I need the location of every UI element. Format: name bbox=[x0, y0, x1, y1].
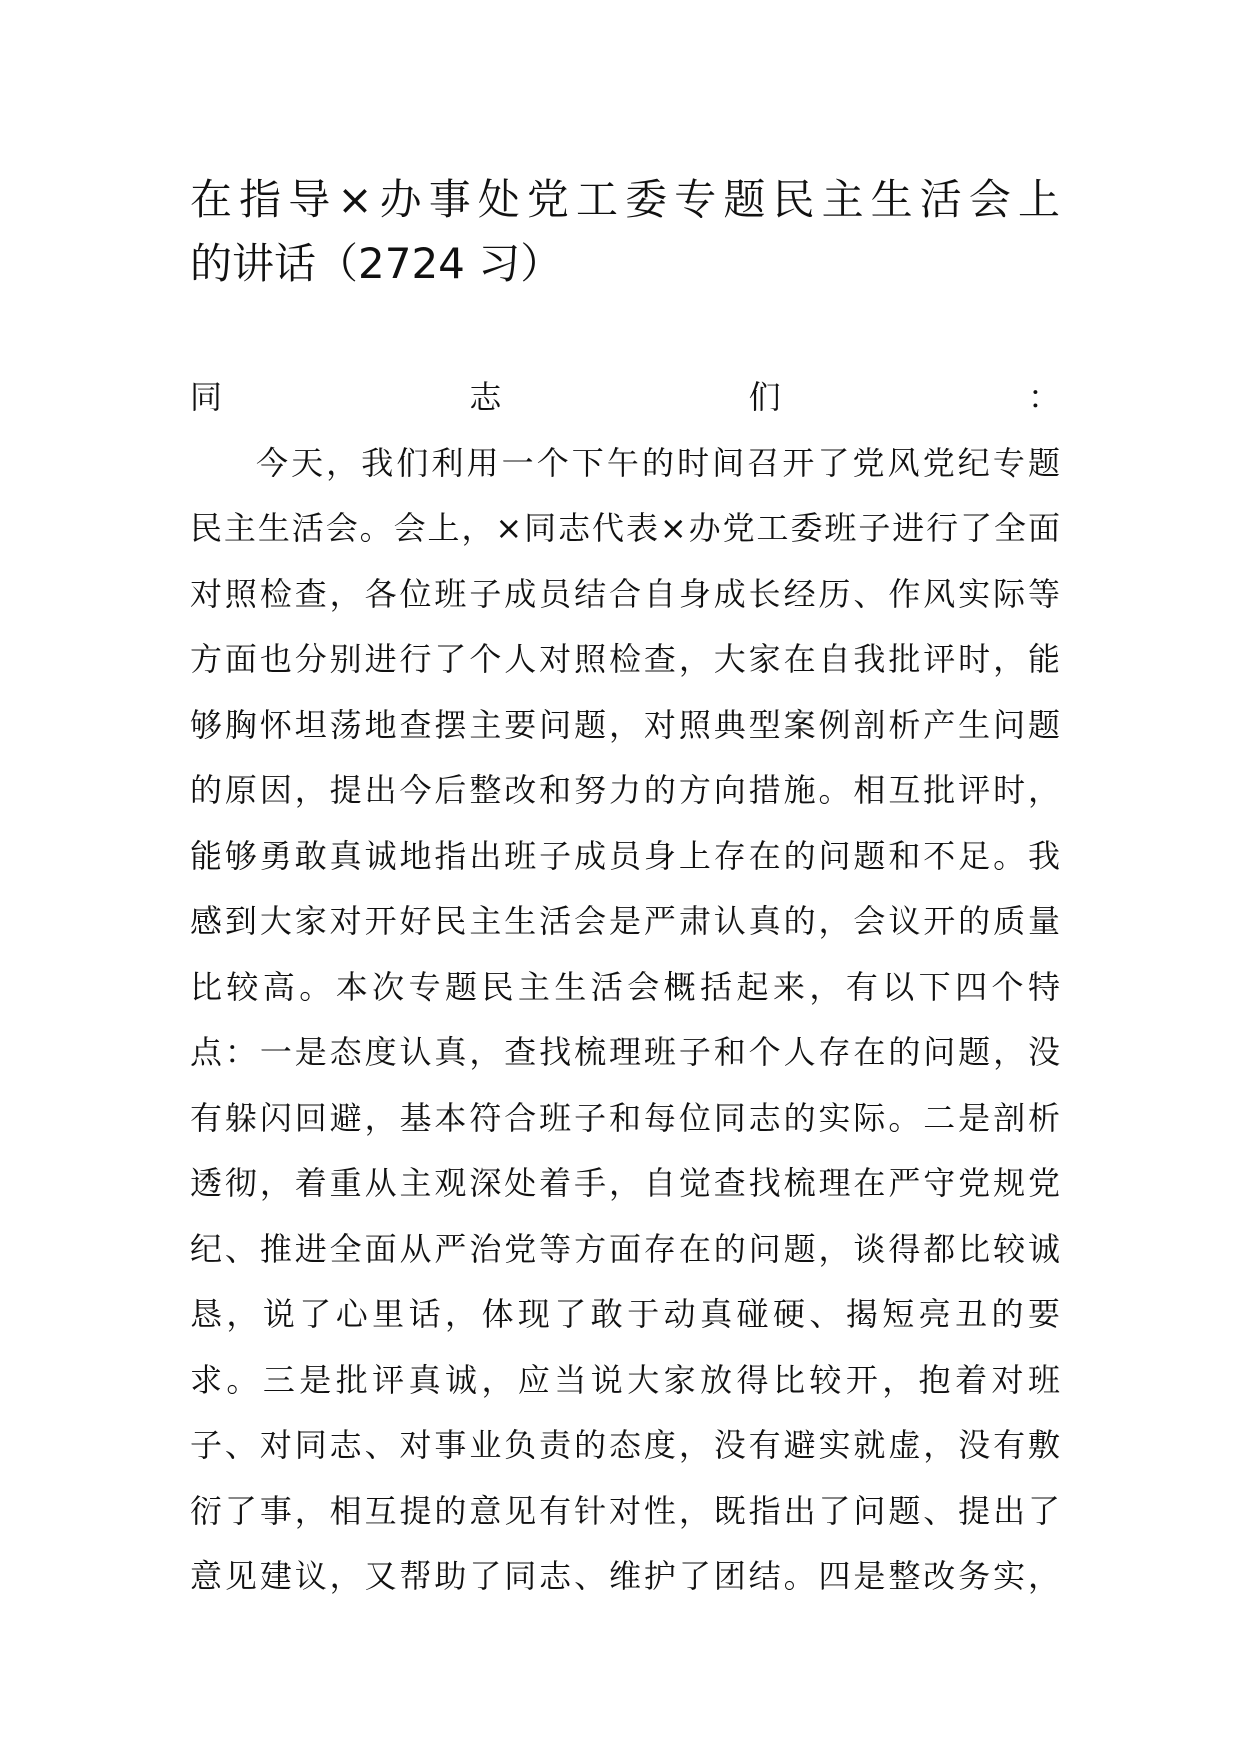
paragraph-line: 透彻，着重从主观深处着手，自觉查找梳理在严守党规党 bbox=[190, 1164, 1060, 1202]
paragraph-line: 有躲闪回避，基本符合班子和每位同志的实际。二是剖析 bbox=[190, 1098, 1060, 1137]
paragraph-line: 今天，我们利用一个下午的时间召开了党风党纪专题 bbox=[256, 443, 1060, 482]
paragraph bbox=[190, 431, 1060, 1610]
paragraph-line: 对照检查，各位班子成员结合自身成长经历、作风实际等 bbox=[190, 574, 1060, 613]
paragraph-line: 子、对同志、对事业负责的态度，没有避实就虚，没有敷 bbox=[190, 1426, 1060, 1464]
title-line-1: 在指导×办事处党工委专题民主生活会上 bbox=[190, 175, 1060, 224]
document-body bbox=[190, 365, 1060, 1610]
title-line-2: 的讲话（2724 习） bbox=[190, 239, 563, 288]
paragraph-line: 够胸怀坦荡地查摆主要问题，对照典型案例剖析产生问题 bbox=[190, 705, 1060, 744]
paragraph-line: 的原因，提出今后整改和努力的方向措施。相互批评时， bbox=[190, 771, 1060, 809]
paragraph-line: 意见建议，又帮助了同志、维护了团结。四是整改务实， bbox=[190, 1557, 1060, 1595]
paragraph-line: 点：一是态度认真，查找梳理班子和个人存在的问题，没 bbox=[190, 1033, 1060, 1071]
paragraph-line: 比较高。本次专题民主生活会概括起来，有以下四个特 bbox=[190, 967, 1060, 1006]
paragraph-line: 恳，说了心里话，体现了敢于动真碰硬、揭短亮丑的要 bbox=[190, 1295, 1060, 1333]
greeting: 同志们： bbox=[190, 378, 1060, 416]
paragraph-line: 方面也分别进行了个人对照检查，大家在自我批评时，能 bbox=[190, 640, 1060, 678]
paragraph-line: 衍了事，相互提的意见有针对性，既指出了问题、提出了 bbox=[190, 1491, 1060, 1530]
paragraph-line: 感到大家对开好民主生活会是严肃认真的，会议开的质量 bbox=[190, 902, 1060, 940]
document-title bbox=[190, 168, 1060, 296]
paragraph-line: 民主生活会。会上，×同志代表×办党工委班子进行了全面 bbox=[190, 509, 1060, 547]
paragraph-line: 求。三是批评真诚，应当说大家放得比较开，抱着对班 bbox=[190, 1360, 1060, 1399]
paragraph-line: 纪、推进全面从严治党等方面存在的问题，谈得都比较诚 bbox=[190, 1229, 1060, 1268]
paragraph-line: 能够勇敢真诚地指出班子成员身上存在的问题和不足。我 bbox=[190, 836, 1060, 875]
